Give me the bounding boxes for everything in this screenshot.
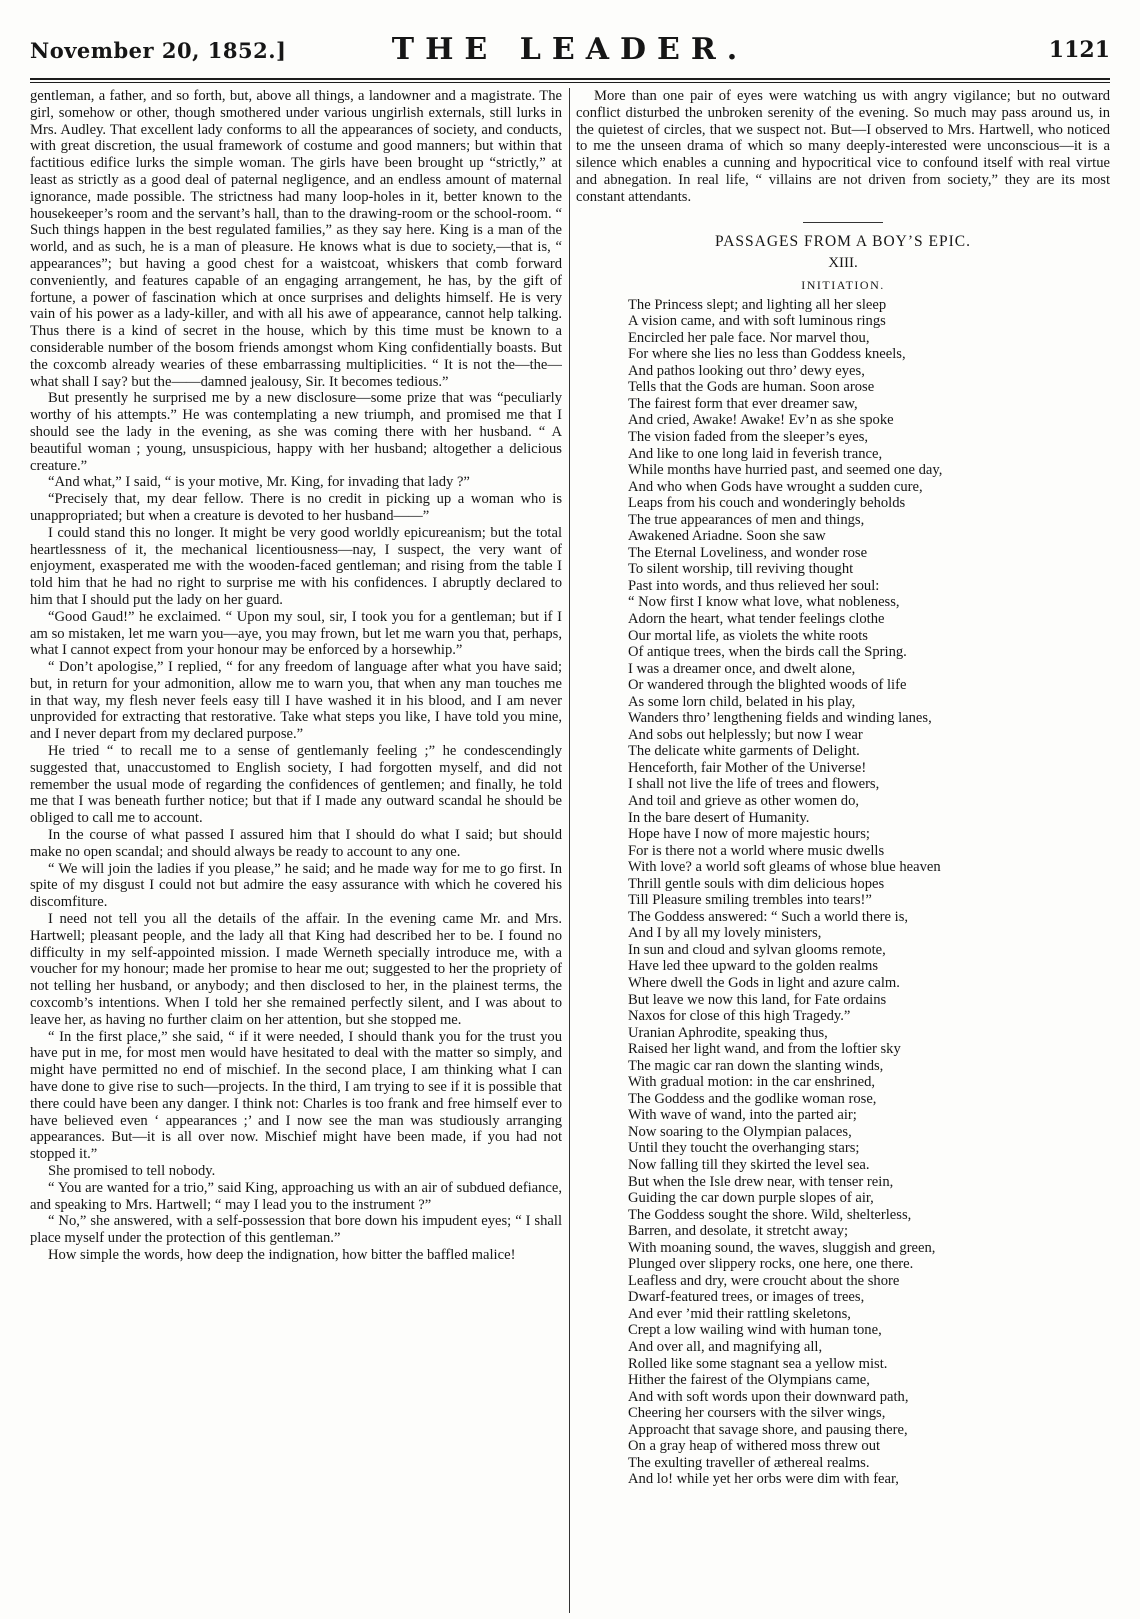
poem-number: XIII. — [828, 254, 858, 271]
poem-line: Where dwell the Gods in light and azure calm. — [628, 975, 900, 991]
poem-line: Adorn the heart, what tender feelings clothe — [628, 610, 885, 627]
poem-line: Our mortal life, as violets the white roots — [628, 627, 868, 644]
poem-line: A vision came, and with soft luminous rings — [628, 313, 886, 330]
poem-line: And like to one long laid in feverish trance, — [628, 445, 883, 462]
poem-line: With gradual motion: in the car enshrined, — [628, 1074, 876, 1091]
column-divider — [569, 88, 570, 1613]
paragraph: “Good Gaud!” he exclaimed. “ Upon my soul, sir, I took you for a gentleman; but if I am so mistaken, let me warn you—aye, you may frown, but let me warn you that, perhaps, what I cannot expect from your honour may be enforced by a horsewhip.” — [30, 608, 562, 659]
poem-line: The Goddess and the godlike woman rose, — [628, 1090, 877, 1107]
poem-line: While months have hurried past, and seemed one day, — [628, 462, 943, 479]
poem-line: To silent worship, till reviving thought — [628, 561, 854, 578]
poem-line: And I by all my lovely ministers, — [628, 925, 822, 942]
paragraph: gentleman, a father, and so forth, but, above all things, a landowner and a magistrate. The girl, somehow or other, though smothered under various ungirlish externals, still lurks in Mrs. Audley. That excellent lady conforms to all the appearances of society, and conducts, with great discretion, the usual framework of costume and good manners; but within that factitious edifice lurks the simple woman. The girls have been brought up “strictly,” at least as strictly as a good deal of paternal negligence, and an endless amount of maternal ignorance, made possible. The strictness had many loop-holes in it, better known to the housekeeper’s room and the servant’s hall, than to the drawing-room or the school-room. “ Such things happen in the best regulated families,” as they say here. King is a man of the world, and as such, he is a man of pleasure. He knows what is due to society,—that is, “ appearances”; but having a good chest for a waistcoat, whiskers that comb forward conveniently, and features capable of an engaging arrangement, he has, by the gift of fortune, a power of fascination which at once surprises and delights himself. He is very vain of his power as a lady-killer, and with all his awe of appearance, cannot help talking. Thus there is a kind of secret in the house, which by this time must be known to a considerable number of the bosom friends amongst whom King confidentially boasts. But the coxcomb already wearies of these embarrassing multiplicities. “ It is not the—the—what shall I say? but the——damned jealousy, Sir. It becomes tedious.” — [30, 88, 562, 390]
poem-body — [576, 297, 1110, 1488]
poem-line: And pathos looking out thro’ dewy eyes, — [628, 362, 865, 379]
poem-line: Leafless and dry, were croucht about the shore — [628, 1272, 900, 1289]
poem-line: And cried, Awake! Awake! Ev’n as she spoke — [628, 412, 894, 429]
poem-line: Until they toucht the overhanging stars; — [628, 1140, 860, 1157]
poem-line: Cheering her coursers with the silver wings, — [628, 1405, 886, 1422]
poem-line: And over all, and magnifying all, — [628, 1339, 823, 1356]
masthead — [30, 30, 1110, 82]
poem-line: Now soaring to the Olympian palaces, — [628, 1123, 852, 1140]
poem-line: Till Pleasure smiling trembles into tears!” — [628, 892, 872, 909]
poem-line: I shall not live the life of trees and flowers, — [628, 776, 880, 793]
poem-title: PASSAGES FROM A BOY’S EPIC. — [715, 232, 971, 250]
poem-line: The magic car ran down the slanting winds, — [628, 1057, 884, 1074]
poem-line: Rolled like some stagnant sea a yellow mist. — [628, 1355, 888, 1372]
poem-line: The Eternal Loveliness, and wonder rose — [628, 544, 868, 561]
left-column — [30, 88, 562, 1613]
poem-line: With wave of wand, into the parted air; — [628, 1107, 857, 1124]
masthead-rule-thin — [30, 82, 1110, 83]
poem-line: And lo! while yet her orbs were dim with fear, — [628, 1471, 899, 1488]
paragraph: “ Don’t apologise,” I replied, “ for any freedom of language after what you have said; but, in return for your admonition, allow me to warn you, that when any man touches me in that way, my flesh never feels easy till I have washed it in his blood, and I am never unprovided for extracting that restorative. Take what steps you like, I have told you mine, and I never depart from my declared purpose.” — [30, 659, 562, 743]
poem-line: The fairest form that ever dreamer saw, — [628, 395, 858, 412]
poem-line: Henceforth, fair Mother of the Universe! — [628, 759, 867, 776]
paragraph: I could stand this no longer. It might be very good worldly epicureanism; but the total heartlessness of it, the mechanical licentiousness—nay, I suspect, the very want of enjoyment, exasperated me with the wooden-faced gentleman; and rising from the table I told him that he had no right to surprise me with his confidences. I abruptly declared to him that I should put the lady on her guard. — [30, 524, 562, 608]
poem-line: In sun and cloud and sylvan glooms remote, — [628, 941, 886, 958]
poem-line: Uranian Aphrodite, speaking thus, — [628, 1024, 828, 1041]
poem-line: But when the Isle drew near, with tenser rein, — [628, 1173, 894, 1190]
poem-line: The vision faded from the sleeper’s eyes, — [628, 428, 869, 445]
poem-line: The Princess slept; and lighting all her sleep — [628, 296, 887, 313]
poem-line: The true appearances of men and things, — [628, 511, 865, 528]
poem-line: Crept a low wailing wind with human tone, — [628, 1322, 882, 1339]
poem-line: Thrill gentle souls with dim delicious hopes — [628, 875, 885, 892]
paragraph: “And what,” I said, “ is your motive, Mr. King, for invading that lady ?” — [48, 474, 470, 491]
poem-line: The delicate white garments of Delight. — [628, 743, 860, 760]
poem-line: Naxos for close of this high Tragedy.” — [628, 1008, 851, 1025]
paragraph: “ No,” she answered, with a self-possession that bore down his impudent eyes; “ I shall place myself under the protection of this gentleman.” — [30, 1213, 562, 1247]
issue-date: November 20, 1852.] — [30, 38, 287, 63]
page-number: 1121 — [1048, 37, 1110, 63]
paragraph: “ We will join the ladies if you please,” he said; and he made way for me to go first. In spite of my disgust I could not but admire the easy assurance with which he covered his discomfiture. — [30, 860, 562, 911]
poem-line: With love? a world soft gleams of whose blue heaven — [628, 859, 941, 876]
poem-line: In the bare desert of Humanity. — [628, 809, 810, 826]
poem-line: For where she lies no less than Goddess kneels, — [628, 346, 906, 363]
poem-line: And sobs out helplessly; but now I wear — [628, 726, 863, 743]
poem-line: Raised her light wand, and from the loftier sky — [628, 1041, 901, 1058]
poem-line: Or wandered through the blighted woods of life — [628, 677, 907, 694]
paragraph: She promised to tell nobody. — [48, 1163, 216, 1179]
poem-line: Plunged over slippery rocks, one here, one there. — [628, 1256, 914, 1273]
section-rule — [803, 222, 883, 223]
poem-line: Now falling till they skirted the level sea. — [628, 1157, 870, 1174]
poem-line: With moaning sound, the waves, sluggish and green, — [628, 1239, 936, 1256]
poem-line: And with soft words upon their downward path, — [628, 1388, 909, 1405]
poem-line: Leaps from his couch and wonderingly beholds — [628, 495, 906, 512]
paragraph: “Precisely that, my dear fellow. There is no credit in picking up a woman who is unappropriated; but when a creature is devoted to her husband——” — [30, 491, 562, 524]
poem-line: “ Now first I know what love, what nobleness, — [628, 594, 900, 611]
paragraph: He tried “ to recall me to a sense of gentlemanly feeling ;” he condescendingly suggested that, unaccustomed to English society, I had forgotten myself, and did not remember the usual mode of regarding the confidences of gentlemen; and finally, he told me that I was beneath further notice; but that if I made any outward scandal he should be obliged to call me to account. — [30, 743, 562, 827]
poem-line: And ever ’mid their rattling skeletons, — [628, 1305, 851, 1322]
poem-line: The Goddess sought the shore. Wild, shelterless, — [628, 1206, 912, 1223]
poem-line: Of antique trees, when the birds call the Spring. — [628, 644, 907, 661]
poem-subtitle: INITIATION. — [801, 277, 885, 292]
poem-line: As some lorn child, belated in his play, — [628, 693, 856, 710]
poem-line: Hope have I now of more majestic hours; — [628, 826, 870, 843]
poem-line: The Goddess answered: “ Such a world there is, — [628, 908, 909, 925]
paragraph: “ You are wanted for a trio,” said King, approaching us with an air of subdued defiance, and speaking to Mrs. Hartwell; “ may I lead you to the instrument ?” — [30, 1179, 562, 1213]
paragraph: More than one pair of eyes were watching us with angry vigilance; but no outward conflict disturbed the unbroken serenity of the evening. So much may pass around us, in the quietest of circles, that we suspect not. But—I observed to Mrs. Hartwell, who noticed to me the unseen drama of which so many deeply-interested were unconscious—it is a silence which enables a cunning and hypocritical vice to confound itself with real virtue and abnegation. In real life, “ villains are not driven from society,” they are its most constant attendants. — [576, 88, 1110, 205]
poem-line: Wanders thro’ lengthening fields and winding lanes, — [628, 710, 932, 727]
paragraph: I need not tell you all the details of the affair. In the evening came Mr. and Mrs. Hartwell; pleasant people, and the lady all that King had described her to be. I found no difficulty in my self-appointed mission. I made Werneth specially introduce me, with a voucher for my honour; made her promise to hear me out; suggested to her the propriety of not telling her husband, or anybody; and then disclosed to her, in the plainest terms, the coxcomb’s intentions. When I told her she remained perfectly silent, and I was about to leave her, as having no further claim on her attention, but she stopped me. — [30, 911, 562, 1028]
poem-line: Hither the fairest of the Olympians came, — [628, 1372, 870, 1389]
masthead-rule — [30, 78, 1110, 80]
poem-line: I was a dreamer once, and dwelt alone, — [628, 660, 856, 677]
poem-line: And toil and grieve as other women do, — [628, 792, 860, 809]
poem-line: Guiding the car down purple slopes of air, — [628, 1190, 874, 1207]
poem-line: The exulting traveller of æthereal realms. — [628, 1454, 870, 1471]
paragraph: In the course of what passed I assured him that I should do what I said; but should make no open scandal; and should always be ready to account to any one. — [30, 827, 562, 860]
poem-line: Awakened Ariadne. Soon she saw — [628, 528, 826, 545]
poem-line: On a gray heap of withered moss threw out — [628, 1438, 881, 1455]
poem-line: For is there not a world where music dwells — [628, 842, 885, 859]
paragraph: How simple the words, how deep the indignation, how bitter the baffled malice! — [48, 1246, 516, 1263]
poem-line: Have led thee upward to the golden realms — [628, 958, 879, 975]
poem-line: But leave we now this land, for Fate ordains — [628, 991, 887, 1008]
poem-line: Past into words, and thus relieved her soul: — [628, 577, 880, 594]
poem-line: Approacht that savage shore, and pausing there, — [628, 1421, 908, 1438]
right-column — [576, 88, 1110, 1613]
poem-line: Dwarf-featured trees, or images of trees, — [628, 1289, 865, 1306]
poem-line: Encircled her pale face. Nor marvel thou, — [628, 329, 870, 346]
poem-line: Barren, and desolate, it stretcht away; — [628, 1223, 849, 1240]
poem-line: And who when Gods have wrought a sudden cure, — [628, 478, 923, 495]
paragraph: But presently he surprised me by a new disclosure—some prize that was “peculiarly worthy of his attempts.” He was contemplating a new triumph, and promised me that I should see the lady in the evening, as she was coming there with her husband. “ A beautiful woman ; young, unsuspicious, happy with her husband; altogether a delicious creature.” — [30, 390, 562, 474]
newspaper-title: THE LEADER. — [391, 32, 749, 67]
paragraph: “ In the first place,” she said, “ if it were needed, I should thank you for the trust you have put in me, for most men would have hesitated to deal with the matter so simply, and might have permitted no end of mischief. In the second place, I am thinking what I can have done to give rise to such—projects. In the third, I am trying to see if it is possible that there could have been any danger. I think not: Charles is too frank and free himself ever to have believed even ‘ appearances ;’ and I now see the man was studiously arranging appearances. But—it is all over now. Mischief might have been made, if you had not stopped it.” — [30, 1028, 562, 1163]
poem-line: Tells that the Gods are human. Soon arose — [628, 379, 875, 396]
